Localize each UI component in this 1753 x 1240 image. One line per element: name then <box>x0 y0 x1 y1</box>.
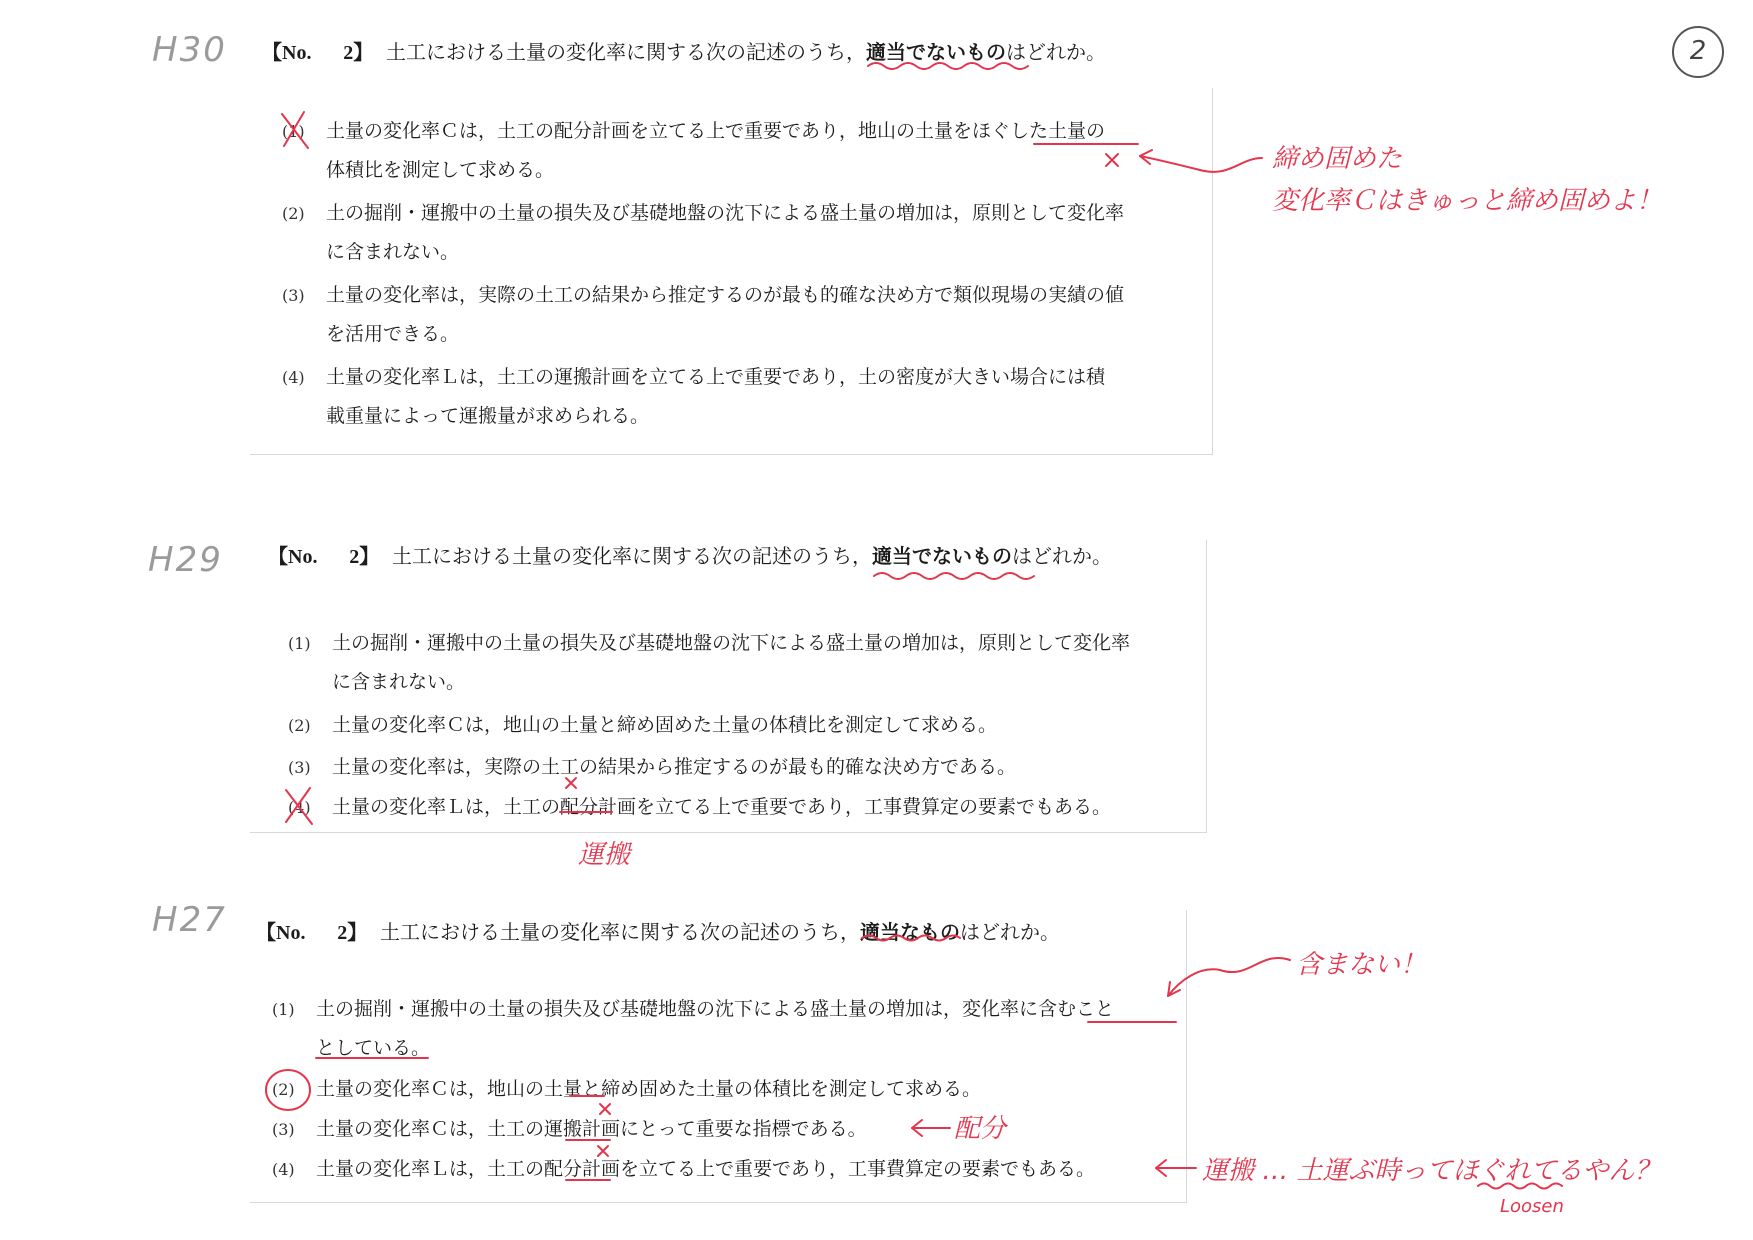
year-label-h27: H27 <box>152 900 227 940</box>
handwritten-note-not-included: 含まない！ <box>1296 950 1427 980</box>
option-h30-1: (1) 土量の変化率Ｃは，土工の配分計画を立てる上で重要であり，地山の土量をほぐした土量の 体積比を測定して求める。 <box>282 120 1106 181</box>
handwritten-note-distribution: 配分 <box>954 1114 1007 1144</box>
emphasis-text: 適当でないもの <box>871 544 1012 568</box>
option-h27-2: (2) 土量の変化率Ｃは，地山の土量と締め固めた土量の体積比を測定して求める。 <box>272 1070 981 1109</box>
option-h29-2: (2) 土量の変化率Ｃは，地山の土量と締め固めた土量の体積比を測定して求める。 <box>288 714 998 736</box>
option-h30-2: (2) 土の掘削・運搬中の土量の損失及び基礎地盤の沈下による盛土量の増加は，原則として変化率 に含まれない。 <box>282 202 1125 263</box>
question-header-h30: 【No. 2】 土工における土量の変化率に関する次の記述のうち，適当でないものはどれか。 <box>262 36 1106 65</box>
emphasis-text: 適当なもの <box>859 920 960 944</box>
year-label-h29: H29 <box>148 540 223 580</box>
handwritten-note-c-ratio: 変化率Ｃはきゅっと締め固めよ！ <box>1272 186 1663 216</box>
handwritten-note-loosen-en: Loosen <box>1500 1196 1564 1217</box>
question-header-h27: 【No. 2】 土工における土量の変化率に関する次の記述のうち，適当なものはどれか。 <box>256 916 1060 945</box>
option-h27-4: (4) 土量の変化率Ｌは，土工の配分計画を立てる上で重要であり，工事費算定の要素でもある。 <box>272 1158 1096 1180</box>
year-label-h30: H30 <box>152 30 227 70</box>
option-h27-3: (3) 土量の変化率Ｃは，土工の運搬計画にとって重要な指標である。 <box>272 1118 867 1140</box>
handwritten-note-compacted: 締め固めた <box>1272 144 1403 174</box>
option-h29-1: (1) 土の掘削・運搬中の土量の損失及び基礎地盤の沈下による盛土量の増加は，原則として変化率 に含まれない。 <box>288 632 1131 693</box>
circled-answer: (2) <box>272 1080 295 1099</box>
option-h30-3: (3) 土量の変化率は，実際の土工の結果から推定するのが最も的確な決め方で類似現場の実績の値 を活用できる。 <box>282 284 1125 345</box>
emphasis-text: 適当でないもの <box>865 40 1006 64</box>
option-h27-1: (1) 土の掘削・運搬中の土量の損失及び基礎地盤の沈下による盛土量の増加は，変化率に含むこと としている。 <box>272 998 1115 1059</box>
option-h30-4: (4) 土量の変化率Ｌは，土工の運搬計画を立てる上で重要であり，土の密度が大きい場合には積 載重量によって運搬量が求められる。 <box>282 366 1106 427</box>
page-number: 2 <box>1672 26 1724 78</box>
handwritten-note-loosened: 運搬 … 土運ぶ時ってほぐれてるやん？ <box>1202 1156 1661 1186</box>
question-header-h29: 【No. 2】 土工における土量の変化率に関する次の記述のうち，適当でないものはどれか。 <box>268 540 1112 569</box>
option-h29-4: (4) 土量の変化率Ｌは，土工の配分計画を立てる上で重要であり，工事費算定の要素でもある。 <box>288 796 1112 818</box>
handwritten-note-transport: 運搬 <box>578 840 631 870</box>
option-h29-3: (3) 土量の変化率は，実際の土工の結果から推定するのが最も的確な決め方である。 <box>288 756 1017 778</box>
